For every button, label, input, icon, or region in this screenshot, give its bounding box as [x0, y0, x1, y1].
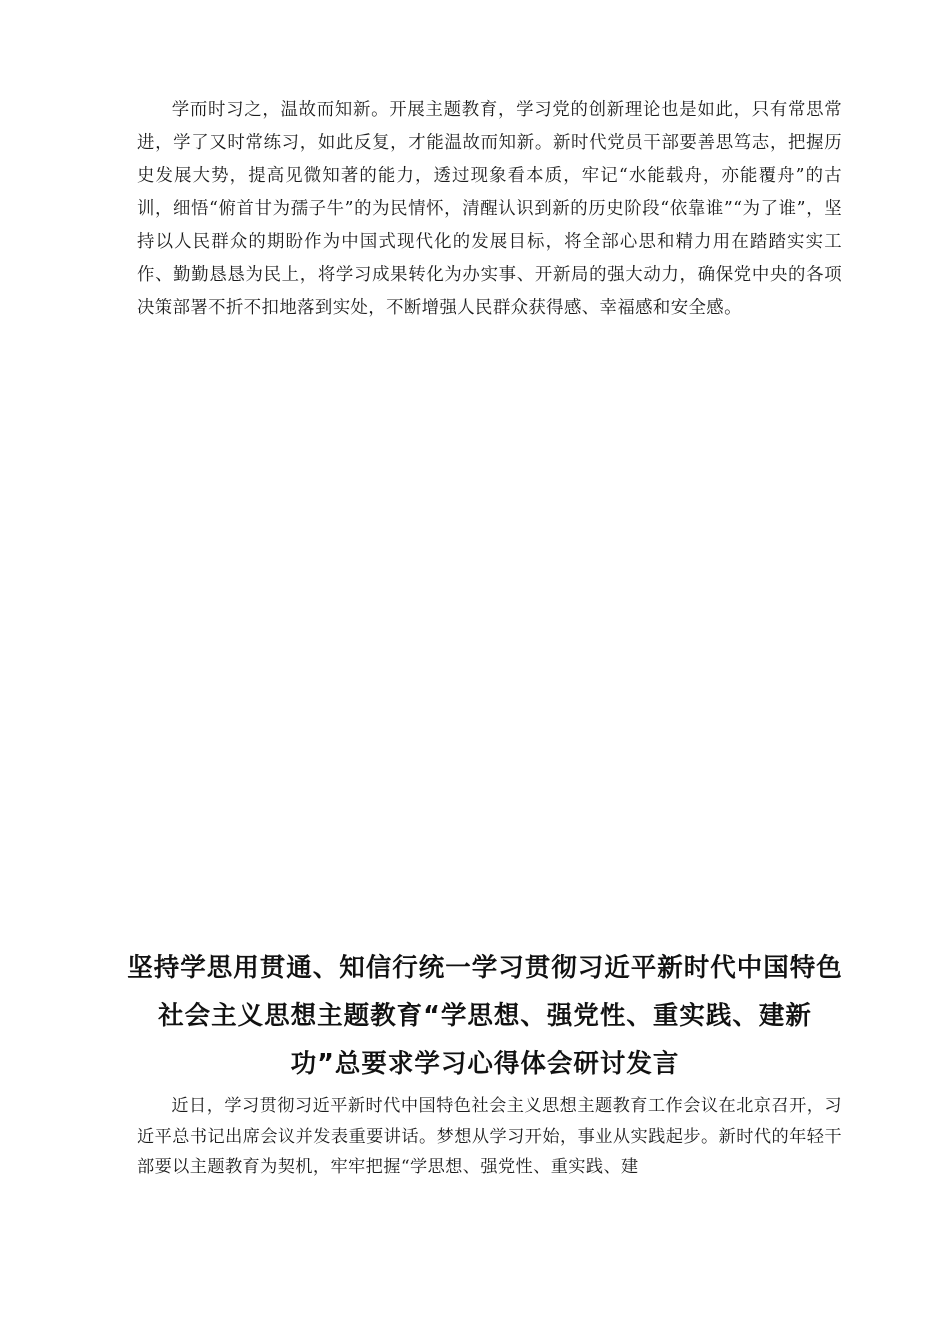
body-paragraph: 学而时习之，温故而知新。开展主题教育，学习党的创新理论也是如此，只有常思常进，学了又时常练习，如此反复，才能温故而知新。新时代党员干部要善思笃志，把握历史发展大势，提高见微知著的能力，透过现象看本质，牢记“水能载舟，亦能覆舟”的古训，细悟“俯首甘为孺子牛”的为民情怀，清醒认识到新的历史阶段“依靠谁”“为了谁”，坚持以人民群众的期盼作为中国式现代化的发展目标，将全部心思和精力用在踏踏实实工作、勤勤恳恳为民上，将学习成果转化为办实事、开新局的强大动力，确保党中央的各项决策部署不折不扣地落到实处，不断增强人民群众获得感、幸福感和安全感。	[137, 100, 842, 318]
article-title: 坚持学思用贯通、知信行统一学习贯彻习近平新时代中国特色社会主义思想主题教育“学思想、强党性、重实践、建新功”总要求学习心得体会研讨发言	[127, 953, 843, 1079]
body-paragraph: 近日，学习贯彻习近平新时代中国特色社会主义思想主题教育工作会议在北京召开，习近平总书记出席会议并发表重要讲话。梦想从学习开始，事业从实践起步。新时代的年轻干部要以主题教育为契机，牢牢把握“学思想、强党性、重实践、建	[137, 1096, 842, 1177]
